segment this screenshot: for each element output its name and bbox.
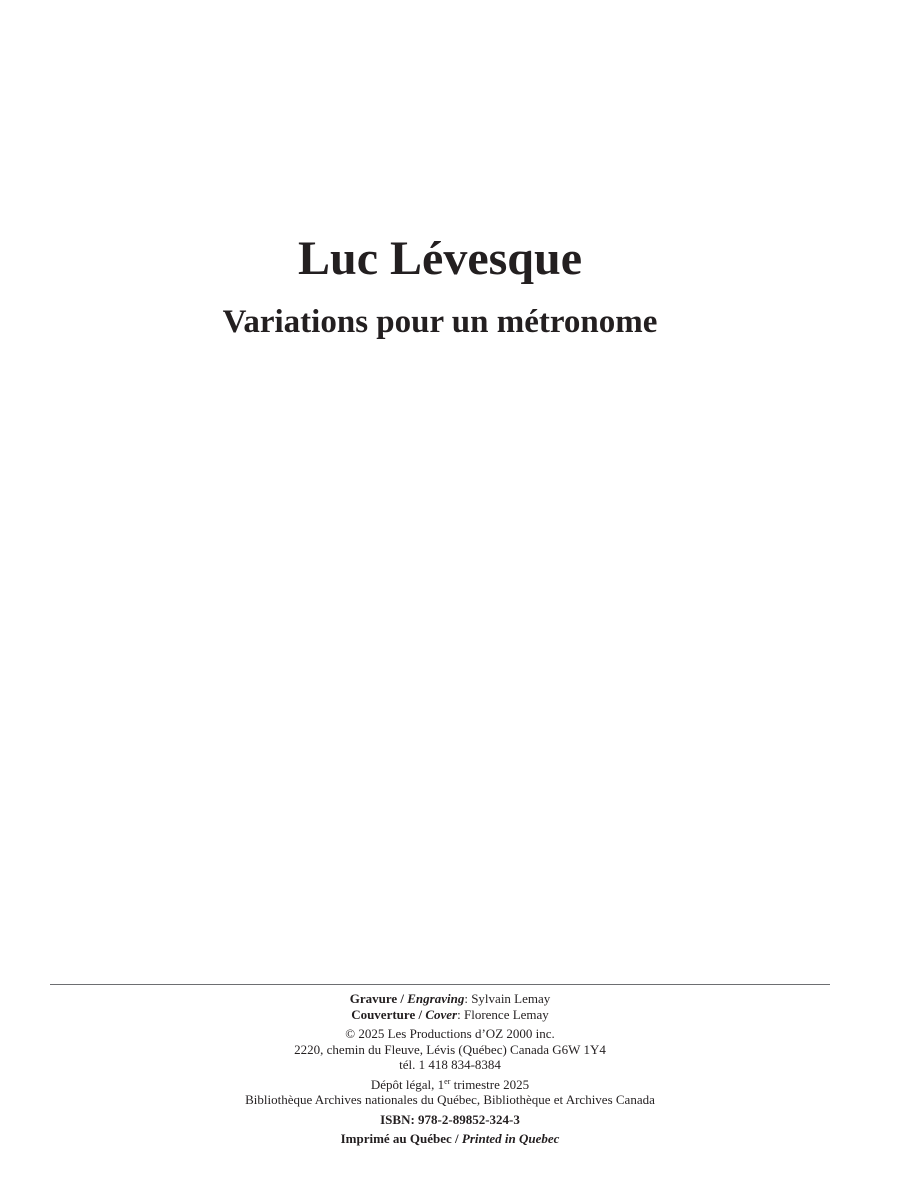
credits [0,991,900,1022]
legal-deposit-suffix: trimestre 2025 [450,1076,530,1092]
isbn: ISBN: 978-2-89852-324-3 [380,1111,520,1127]
engraving-separator: : [464,991,472,1006]
isbn-group [0,1112,900,1128]
printed-in [0,1131,900,1147]
work-title: Variations pour un métronome [222,304,658,340]
divider-rule [50,984,830,985]
engraver-name: Sylvain Lemay [471,991,551,1006]
cover-label-en: Cover [425,1006,458,1022]
cover-separator: : [457,1006,464,1022]
cover-credit [0,1007,900,1023]
colophon [0,991,900,1151]
cover-artist-name: Florence Lemay [463,1006,549,1022]
legal-deposit-libraries: Bibliothèque Archives nationales du Québec, Bibliothèque et Archives Canada [245,1092,655,1107]
title-block [0,230,880,344]
legal-deposit-prefix: Dépôt légal, 1 [370,1076,445,1092]
legal-deposit [0,1077,900,1108]
cover-label-fr: Couverture / [351,1006,426,1022]
engraving-credit [0,991,900,1007]
copyright-notice: © 2025 Les Productions d’OZ 2000 inc. [345,1026,555,1041]
publisher-phone: tél. 1 418 834-8384 [399,1057,501,1072]
publisher-address: 2220, chemin du Fleuve, Lévis (Québec) Canada G6W 1Y4 [294,1041,606,1057]
publisher-info [0,1026,900,1073]
printed-en: Printed in Quebec [461,1131,560,1146]
legal-deposit-line [0,1077,900,1093]
printed-group [0,1131,900,1147]
legal-deposit-superscript: er [444,1076,451,1086]
engraving-label-fr: Gravure / [349,991,408,1006]
printed-fr: Imprimé au Québec / [340,1131,462,1146]
engraving-label-en: Engraving [407,991,465,1006]
author-name: Luc Lévesque [297,232,582,285]
